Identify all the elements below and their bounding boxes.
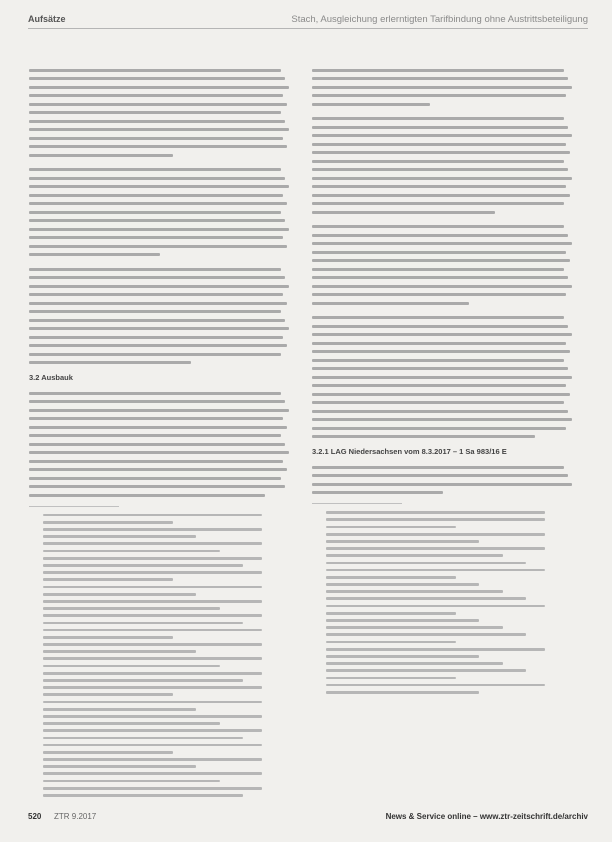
paragraph [29, 66, 291, 160]
footnotes [29, 512, 291, 800]
footnote-line [29, 619, 291, 626]
footnote-line [312, 638, 574, 645]
footnote-line [29, 533, 291, 540]
right-column [312, 66, 574, 696]
section-heading: 3.2 Ausbauk [29, 373, 73, 382]
footnote-line [29, 555, 291, 562]
footnote-line [29, 792, 291, 799]
footnote-line [312, 559, 574, 566]
footnote-line [29, 519, 291, 526]
footnote-line [312, 531, 574, 538]
footnote-line [29, 512, 291, 519]
running-title: Stach, Ausgleichung erlerntigten Tarifbindung ohne Austrittsbeteiligung [291, 14, 588, 25]
section-tag: Aufsätze [28, 14, 66, 24]
footnote-line [312, 631, 574, 638]
footnote-line [29, 670, 291, 677]
footnote-line [312, 653, 574, 660]
footnote-line [29, 662, 291, 669]
footnote-line [312, 689, 574, 696]
page-header [28, 10, 588, 30]
footnote-line [312, 574, 574, 581]
footnote-line [312, 602, 574, 609]
footnote-line [29, 547, 291, 554]
footnote-line [29, 785, 291, 792]
paragraph [29, 389, 291, 500]
footnote-line [312, 624, 574, 631]
footnote-line [312, 552, 574, 559]
footnote-line [29, 677, 291, 684]
paragraph [312, 66, 574, 109]
footnote-line [29, 605, 291, 612]
paragraph [312, 115, 574, 217]
footnote-line [312, 538, 574, 545]
footnote-line [312, 523, 574, 530]
footnote-line [29, 777, 291, 784]
footnote-line [29, 698, 291, 705]
paragraph [312, 314, 574, 442]
footnote-line [29, 634, 291, 641]
footnote-line [29, 706, 291, 713]
footnote-line [29, 540, 291, 547]
footnote-separator [312, 503, 402, 504]
footnote-line [312, 516, 574, 523]
footnote-line [29, 684, 291, 691]
footnote-line [312, 509, 574, 516]
footnote-line [312, 588, 574, 595]
footnote-line [312, 617, 574, 624]
header-rule [28, 28, 588, 29]
footnote-line [312, 581, 574, 588]
footnote-line [29, 641, 291, 648]
footnote-line [29, 583, 291, 590]
footnote-line [29, 598, 291, 605]
page-number: 520 [28, 812, 42, 821]
footnote-line [312, 545, 574, 552]
footnote-line [29, 627, 291, 634]
footnote-line [29, 713, 291, 720]
footnote-line [29, 749, 291, 756]
paragraph [312, 463, 574, 497]
footnote-line [29, 655, 291, 662]
footnote-line [312, 667, 574, 674]
footnote-line [29, 591, 291, 598]
left-column [29, 66, 291, 799]
footnote-line [29, 648, 291, 655]
footnote-line [29, 612, 291, 619]
paragraph [312, 223, 574, 308]
paragraph [29, 265, 291, 367]
footnote-line [312, 595, 574, 602]
footnote-line [29, 526, 291, 533]
page-footer [28, 812, 588, 826]
journal-issue: ZTR 9.2017 [54, 812, 97, 821]
footnote-line [312, 674, 574, 681]
footnote-line [29, 727, 291, 734]
footnote-line [312, 646, 574, 653]
footnote-line [29, 770, 291, 777]
footnote-line [29, 763, 291, 770]
footnote-line [312, 567, 574, 574]
footnote-line [29, 562, 291, 569]
paragraph [29, 166, 291, 260]
footnote-line [29, 720, 291, 727]
footnote-line [312, 682, 574, 689]
footnote-line [29, 576, 291, 583]
footnote-line [312, 660, 574, 667]
footnote-line [29, 569, 291, 576]
footnote-line [29, 691, 291, 698]
footnote-line [29, 734, 291, 741]
footnote-line [29, 742, 291, 749]
news-service-link[interactable]: News & Service online – www.ztr-zeitschrift.de/archiv [385, 812, 588, 821]
footnote-line [312, 610, 574, 617]
footnote-separator [29, 506, 119, 507]
footnote-line [29, 756, 291, 763]
footnotes [312, 509, 574, 696]
subsection-heading: 3.2.1 LAG Niedersachsen vom 8.3.2017 – 1 Sa 983/16 E [312, 447, 507, 456]
